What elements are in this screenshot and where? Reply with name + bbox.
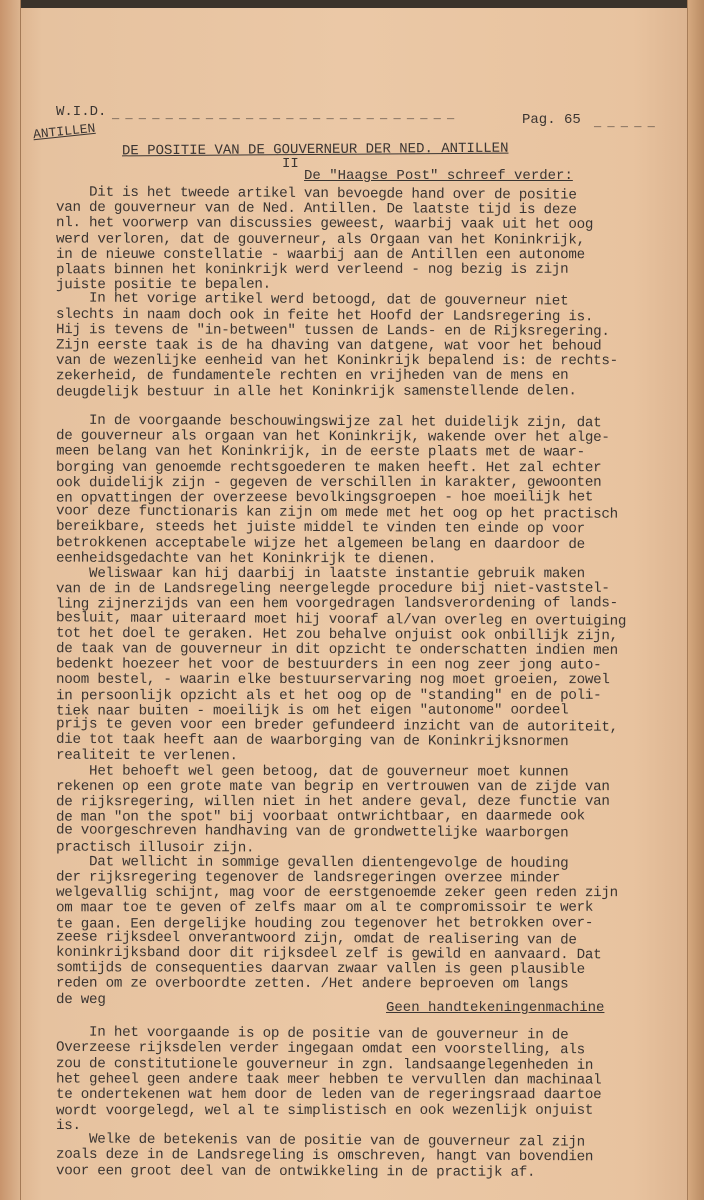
org-label: W.I.D. bbox=[56, 104, 107, 120]
binding-edge bbox=[0, 0, 21, 1200]
text-line: nl. het voorwerp van discussies geweest, waarbij vaak uit het oog bbox=[55, 215, 594, 234]
text-line: die tot taak heeft aan de waarborging van de Koninkrijksnormen bbox=[55, 731, 569, 751]
text-line: eenheidsgedachte van het Koninkrijk te dienen. bbox=[55, 550, 437, 568]
text-line: reden om ze overboordte zetten. /Het andere beproeven om langs bbox=[55, 975, 569, 993]
text-line: zeese rijksdeel onverantwoord zijn, omdat de realisering van de bbox=[55, 929, 577, 949]
text-line: In de voorgaande beschouwingswijze zal het duidelijk zijn, dat bbox=[55, 412, 602, 432]
text-line: Het behoeft wel geen betoog, dat de gouverneur moet kunnen bbox=[55, 763, 569, 781]
text-line: besluit, maar uiteraard moet hij vooraf al/van overleg en overtuiging bbox=[55, 609, 627, 630]
text-line: is. bbox=[55, 1117, 81, 1134]
text-line: wordt voorgelegd, wel al te simplistisch en ook wezenlijk onjuist bbox=[55, 1102, 594, 1119]
text-line: In het vorige artikel werd betoogd, dat de gouverneur niet bbox=[55, 290, 569, 310]
text-line: zekerheid, de fundamentele rechten en vrijheden van de mens en bbox=[55, 368, 569, 385]
region-stamp: ANTILLEN bbox=[32, 120, 97, 143]
text-line: bereikbare, steeds het juiste middel te vinden ten einde op voor bbox=[55, 519, 585, 538]
text-line: slechts in naam doch ook in feite het Hoofd der Landsregering is. bbox=[55, 306, 594, 325]
text-line: deugdelijk bestuur in alle het Koninkrijk samenstellende delen. bbox=[55, 383, 577, 401]
document-title: DE POSITIE VAN DE GOUVERNEUR DER NED. ANTILLEN bbox=[121, 140, 509, 160]
text-line: ook duidelijk zijn - gegeven de verschillen in karakter, gewoonten bbox=[55, 474, 602, 492]
subheading: De "Haagse Post" schreef verder: bbox=[304, 168, 573, 184]
text-line: Dat wellicht in sommige gevallen dientengevolge de houding bbox=[55, 853, 569, 872]
text-line: de taak van de gouverneur in dit opzicht te onderschatten indien men bbox=[55, 641, 618, 659]
section-heading: Geen handtekeningenmachine bbox=[386, 1000, 605, 1016]
text-line: bedenkt hoezeer het voor de bestuurders in een nog zeer jong auto- bbox=[55, 656, 602, 674]
text-line: tiek naar buiten - moeilijk is om het eigen "autonome" oordeel bbox=[55, 702, 569, 720]
text-line: zoals deze in de Landsregeling is omschreven, hangt van bovendien bbox=[55, 1147, 594, 1166]
text-line: tot het doel te geraken. Het zou behalve onjuist ook onbillijk zijn, bbox=[55, 625, 618, 645]
text-line: en opvattingen der overzeese bevolkingsgroepen - hoe moeilijk het bbox=[55, 489, 594, 507]
org-dashes: _ _ _ _ _ _ _ _ _ _ _ _ _ _ _ _ _ _ _ _ _ _ _ _ _ _ bbox=[112, 108, 454, 122]
text-line: plaats binnen het koninkrijk werd verleend - nog bezig is zijn bbox=[55, 261, 569, 279]
text-line: Weliswaar kan hij daarbij in laatste instantie gebruik maken bbox=[55, 565, 585, 583]
text-line: borging van genoemde rechtsgoederen te maken heeft. Het zal echter bbox=[55, 459, 602, 476]
part-numeral: II bbox=[282, 156, 299, 172]
text-line: betrokkenen acceptabele wijze het algemeen belang en daardoor de bbox=[55, 534, 585, 553]
text-line: prijs te geven voor een breder gefundeerd inzicht van de autoriteit, bbox=[55, 716, 618, 736]
text-line: in persoonlijk opzicht als et het oog op de "standing" en de poli- bbox=[55, 687, 602, 704]
scan-top-border bbox=[0, 0, 704, 8]
text-line: het geheel geen andere taak meer hebben te vervullen dan machinaal bbox=[55, 1071, 602, 1089]
text-line: de voorgeschreven handhaving van de grondwettelijke waarborgen bbox=[55, 822, 569, 842]
text-line: der rijksregering tegenover de landsregeringen overzee minder bbox=[55, 869, 561, 887]
text-line: koninkrijksband door dit rijksdeel zelf is gewild en aanvaard. Dat bbox=[55, 944, 602, 964]
text-line: de man "on the spot" bij voorbaat ontwrichtbaar, en daarmede ook bbox=[55, 808, 585, 826]
text-line: realiteit te verlenen. bbox=[55, 748, 238, 765]
text-line: juiste positie te bepalen. bbox=[55, 276, 271, 294]
text-line: van de in de Landsregeling neergelegde procedure bij niet-vaststel- bbox=[55, 580, 610, 598]
text-line: noom bestel, - waarin elke bestuurservaring nog moet groeien, zowel bbox=[55, 672, 610, 689]
text-line: de weg bbox=[55, 991, 106, 1008]
text-line: voor deze functionaris kan zijn om mede met het oog op het practisch bbox=[55, 503, 618, 523]
text-line: van de wezenlijke eenheid van het Koninkrijk bepalend is: de rechts- bbox=[55, 353, 618, 370]
text-line: voor een groot deel van de ontwikkeling in de practijk af. bbox=[55, 1162, 536, 1181]
text-line: Welke de betekenis van de positie van de gouverneur zal zijn bbox=[55, 1131, 585, 1151]
text-line: Dit is het tweede artikel van bevoegde hand over de positie bbox=[55, 184, 577, 204]
text-line: meen belang van het Koninkrijk, in de eerste plaats met de waar- bbox=[55, 443, 585, 461]
text-line: practisch illusoir zijn. bbox=[55, 839, 255, 857]
text-line: Zijn eerste taak is de ha dhaving van datgene, wat voor het behoud bbox=[55, 337, 602, 355]
text-line: werd verloren, dat de gouverneur, als Orgaan van het Koninkrijk, bbox=[55, 231, 585, 249]
text-line: welgevallig schijnt, mag voor de eerstgenoemde zeker geen reden zijn bbox=[55, 885, 618, 902]
text-line: rekenen op een grote mate van begrip en vertrouwen van de zijde van bbox=[55, 778, 610, 795]
page-edge bbox=[687, 0, 704, 1200]
text-line: te gaan. Een dergelijke houding zou tegenover het betrokken over- bbox=[55, 914, 594, 933]
text-line: de rijksregering, willen niet in het andere geval, deze functie van bbox=[55, 793, 610, 811]
page-dashes: _ _ _ _ _ bbox=[594, 116, 655, 130]
text-line: ling zijnerzijds van een hem voorgedragen landsverordening of lands- bbox=[55, 595, 618, 614]
page-number: Pag. 65 bbox=[522, 112, 581, 128]
text-line: Hij is tevens de "in-between" tussen de Lands- en de Rijksregering. bbox=[55, 321, 610, 340]
text-line: In het voorgaande is op de positie van de gouverneur in de bbox=[55, 1024, 569, 1044]
text-line: somtijds de consequenties daarvan zwaar vallen is geen plausible bbox=[55, 960, 585, 979]
text-line: Overzeese rijksdelen verder ingegaan omdat een voorstelling, als bbox=[55, 1040, 585, 1059]
text-line: zou de constitutionele gouverneur in zgn. landsaangelegenheden in bbox=[55, 1055, 594, 1074]
text-line: in de nieuwe constellatie - waarbij aan de Antillen een autonome bbox=[55, 246, 585, 263]
text-line: om maar toe te geven of zelfs maar om al te compromissoir te werk bbox=[55, 900, 594, 917]
text-line: te ondertekenen wat hem door de leden van de regeringsraad daartoe bbox=[55, 1087, 602, 1104]
text-line: van de gouverneur van de Ned. Antillen. De laatste tijd is deze bbox=[55, 199, 577, 219]
text-line: de gouverneur als orgaan van het Koninkrijk, wakende over het alge- bbox=[55, 428, 610, 447]
